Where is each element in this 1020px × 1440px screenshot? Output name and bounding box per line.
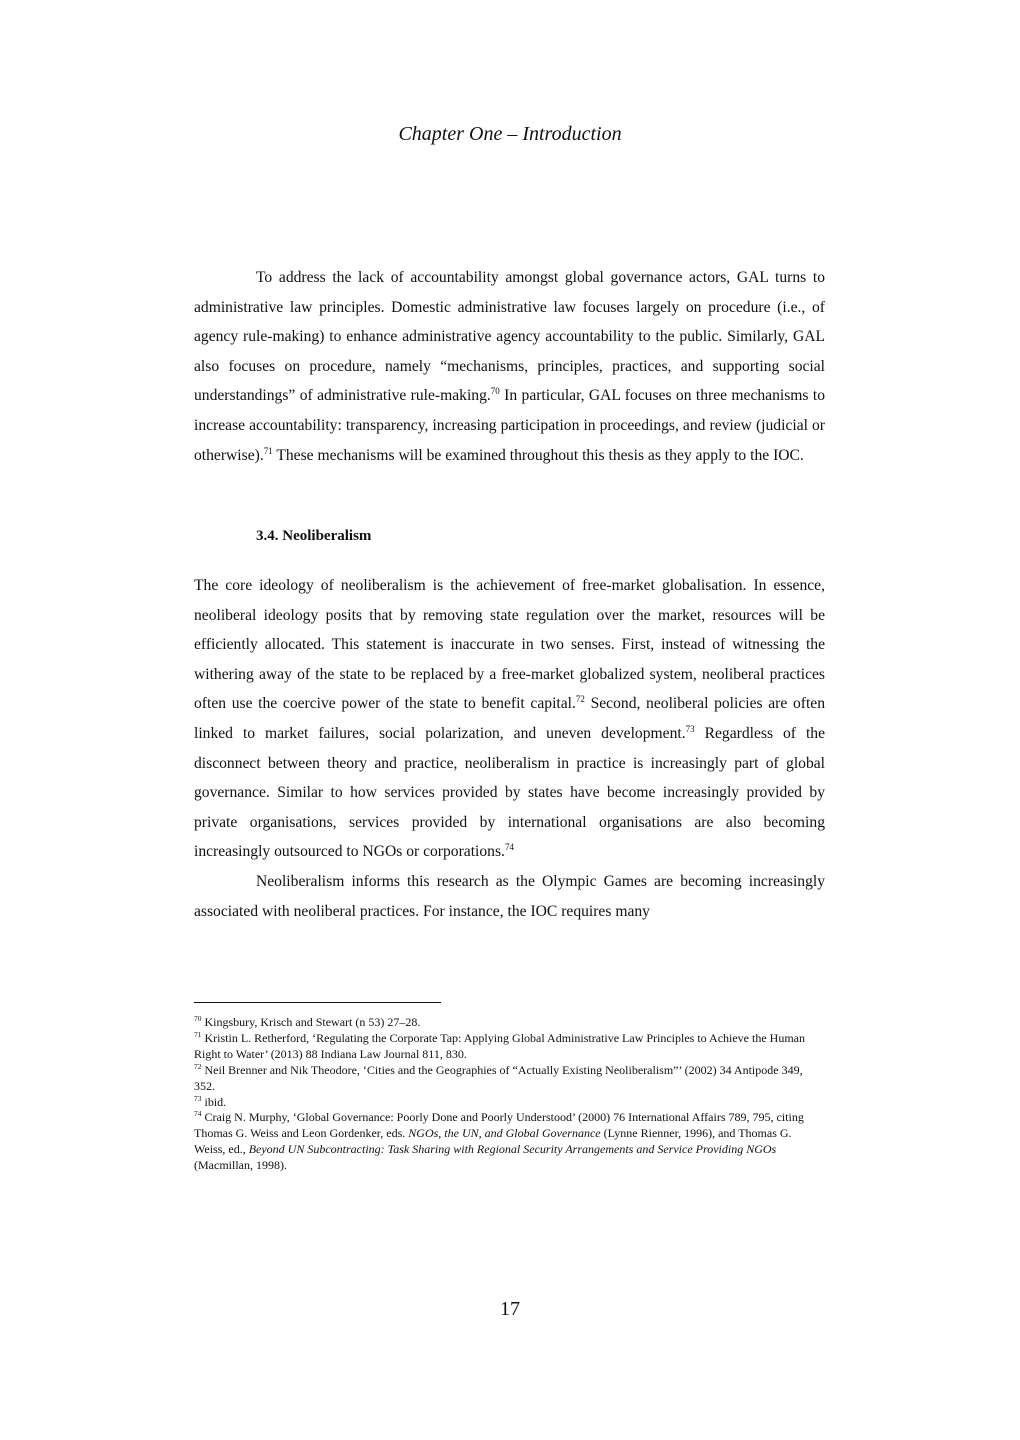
paragraph-2-text-c: Regardless of the disconnect between theory and practice, neoliberalism in practice is increasingly part of global governance. Similar to how services provided by states have become increasingly provided by private organisations, services provided by international organisations are also becoming increasingly outsourced to NGOs or corporations. <box>194 724 825 861</box>
footnote-text: Kristin L. Retherford, ‘Regulating the Corporate Tap: Applying Global Administrative Law Principles to Achieve the Human Right to Water’ (2013) 88 Indiana Law Journal 811, 830. <box>194 1030 805 1061</box>
paragraph-1-text: To address the lack of accountability amongst global governance actors, GAL turns to administrative law principles. Domestic administrative law focuses largely on procedure (i.e., of agency rule-making) to enhance administrative agency accountability to the public. Similarly, GAL also focuses on procedure, namely “mechanisms, principles, practices, and supporting social understandings” of administrative rule-making. <box>194 269 825 405</box>
footnote-italic-title: NGOs, the UN, and Global Governance <box>408 1126 601 1141</box>
footnote-text: (Lynne Rienner, 1996), and Thomas G. Weiss, ed., <box>194 1126 792 1157</box>
footnote-72 <box>194 1063 825 1095</box>
footnote-number: 70 <box>194 1014 202 1023</box>
running-header: Chapter One – Introduction <box>398 123 622 145</box>
paragraph-neoliberalism <box>194 571 825 926</box>
page-number: 17 <box>500 1298 520 1320</box>
footnote-italic-title: Beyond UN Subcontracting: Task Sharing with Regional Security Arrangements and Service Providing NGOs <box>248 1142 777 1157</box>
footnote-text: Kingsbury, Krisch and Stewart (n 53) 27–28. <box>204 1015 421 1029</box>
footnote-ref-71[interactable]: 71 <box>263 445 273 456</box>
footnote-ref-72[interactable]: 72 <box>575 694 585 705</box>
paragraph-2 <box>194 571 825 867</box>
footnote-ref-70[interactable]: 70 <box>490 386 500 397</box>
footnote-number: 73 <box>194 1093 202 1103</box>
footnote-71 <box>194 1031 825 1063</box>
footnote-separator <box>194 1002 441 1003</box>
paragraph-accountability <box>194 263 825 470</box>
footnote-text: Neil Brenner and Nik Theodore, ‘Cities and the Geographies of “Actually Existing Neoliberalism”’ (2002) 34 Antipode 349, 352. <box>194 1062 803 1093</box>
footnote-74 <box>194 1110 825 1174</box>
footnote-70 <box>194 1015 825 1031</box>
footnote-ref-74[interactable]: 74 <box>504 842 514 853</box>
footnote-ref-73[interactable]: 73 <box>685 723 695 734</box>
paragraph-2-text: The core ideology of neoliberalism is the achievement of free-market globalisation. In essence, neoliberal ideology posits that by removing state regulation over the market, resources will be efficiently allocated. This statement is inaccurate in two senses. First, instead of witnessing the withering away of the state to be replaced by a free-market globalized system, neoliberal practices often use the coercive power of the state to benefit capital. <box>194 577 825 713</box>
section-block <box>194 526 825 546</box>
paragraph-3: Neoliberalism informs this research as the Olympic Games are becoming increasingly associated with neoliberal practices. For instance, the IOC requires many <box>194 872 825 920</box>
paragraph-1-text-b: In particular, GAL focuses on three mechanisms to increase accountability: transparency, increasing participation in proceedings, and review (judicial or otherwise). <box>194 387 825 464</box>
footnote-73 <box>194 1095 825 1111</box>
footnote-text: Craig N. Murphy, ‘Global Governance: Poorly Done and Poorly Understood’ (2000) 76 International Affairs 789, 795, citing Thomas G. Weiss and Leon Gordenker, eds. <box>194 1110 804 1141</box>
footnote-text: (Macmillan, 1998). <box>194 1158 287 1173</box>
footnote-number: 71 <box>194 1029 202 1039</box>
paragraph-1-text-c: These mechanisms will be examined throughout this thesis as they apply to the IOC. <box>272 446 804 464</box>
paragraph-1 <box>194 263 825 470</box>
section-heading: 3.4. Neoliberalism <box>256 528 372 544</box>
paragraph-2-text-b: Second, neoliberal policies are often linked to market failures, social polarization, and uneven development. <box>194 695 826 742</box>
footnotes <box>194 1015 825 1174</box>
footnote-text: ibid. <box>204 1094 227 1109</box>
footnote-number: 72 <box>194 1061 202 1071</box>
footnote-number: 74 <box>194 1109 202 1119</box>
